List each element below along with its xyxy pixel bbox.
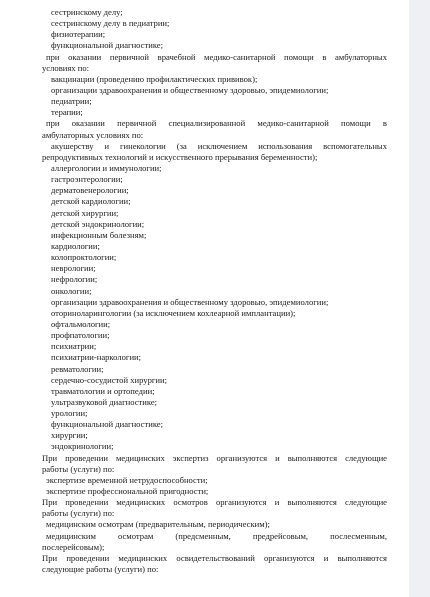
text-line: колопроктологии; xyxy=(51,252,117,263)
text-line: нефрологии; xyxy=(51,274,98,285)
text-line: организации здравоохранения и общественному здоровью, эпидемиологии; xyxy=(51,84,329,95)
text-line: При проведении медицинских экспертиз организуются и выполняются следующие xyxy=(42,452,387,463)
text-line: аллергологии и иммунологии; xyxy=(51,162,162,173)
text-line: сестринскому делу в педиатрии; xyxy=(51,18,170,29)
text-line: При проведении медицинских освидетельствований организуются и выполняются xyxy=(42,552,387,563)
text-line: гастроэнтерологии; xyxy=(51,174,123,185)
side-panel xyxy=(409,0,430,597)
text-line: репродуктивных технологий и искусственного прерывания беременности); xyxy=(42,151,318,162)
text-line: хирургии; xyxy=(51,430,88,441)
document-text xyxy=(42,7,387,575)
text-line: онкологии; xyxy=(51,285,92,296)
text-line: амбулаторных условиях по: xyxy=(42,129,144,140)
text-line: послерейсовым); xyxy=(42,541,105,552)
text-line: терапии; xyxy=(51,107,83,118)
text-line: при оказании первичной специализированной медико-санитарной помощи в xyxy=(46,118,387,129)
text-line: следующие работы (услуги) по: xyxy=(42,564,159,575)
text-line: детской хирургии; xyxy=(51,207,119,218)
text-line: психиатрии-наркологии; xyxy=(51,352,142,363)
text-line: При проведении медицинских осмотров организуются и выполняются следующие xyxy=(42,497,387,508)
text-line: функциональной диагностике; xyxy=(51,419,164,430)
text-line: дерматовенерологии; xyxy=(51,185,129,196)
text-line: детской эндокринологии; xyxy=(51,218,145,229)
text-line: психиатрии; xyxy=(51,341,97,352)
text-line: ревматологии; xyxy=(51,363,104,374)
text-line: работы (услуги) по: xyxy=(42,463,115,474)
text-line: сердечно-сосудистой хирургии; xyxy=(51,374,168,385)
text-line: кардиологии; xyxy=(51,240,100,251)
text-line: работы (услуги) по: xyxy=(42,508,115,519)
text-line: экспертизе временной нетрудоспособности; xyxy=(46,474,208,485)
text-line: функциональной диагностике; xyxy=(51,40,164,51)
text-line: вакцинации (проведению профилактических прививок); xyxy=(51,73,258,84)
text-line: медицинским осмотрам (предсменным, предрейсовым, послесменным, xyxy=(46,530,387,541)
text-line: акушерству и гинекологии (за исключением использования вспомогательных xyxy=(51,140,387,151)
text-line: офтальмологии; xyxy=(51,318,111,329)
text-line: сестринскому делу; xyxy=(51,7,123,17)
text-line: организации здравоохранения и общественному здоровью, эпидемиологии; xyxy=(51,296,329,307)
text-line: условиях по: xyxy=(42,62,90,73)
text-line: педиатрии; xyxy=(51,96,92,107)
text-line: экспертизе профессиональной пригодности; xyxy=(46,486,209,497)
text-line: физиотерапии; xyxy=(51,29,106,40)
text-line: профпатологии; xyxy=(51,330,110,341)
text-line: оториноларингологии (за исключением кохлеарной имплантации); xyxy=(51,307,296,318)
text-line: неврологии; xyxy=(51,263,96,274)
text-line: при оказании первичной врачебной медико-санитарной помощи в амбулаторных xyxy=(46,51,387,62)
text-line: инфекционным болезням; xyxy=(51,229,147,240)
text-line: медицинским осмотрам (предварительным, периодическим); xyxy=(46,519,270,530)
text-line: эндокринологии; xyxy=(51,441,114,452)
text-line: детской кардиологии; xyxy=(51,196,131,207)
text-line: ультразвуковой диагностике; xyxy=(51,396,158,407)
text-line: травматологии и ортопедии; xyxy=(51,385,155,396)
text-line: урологии; xyxy=(51,408,88,419)
